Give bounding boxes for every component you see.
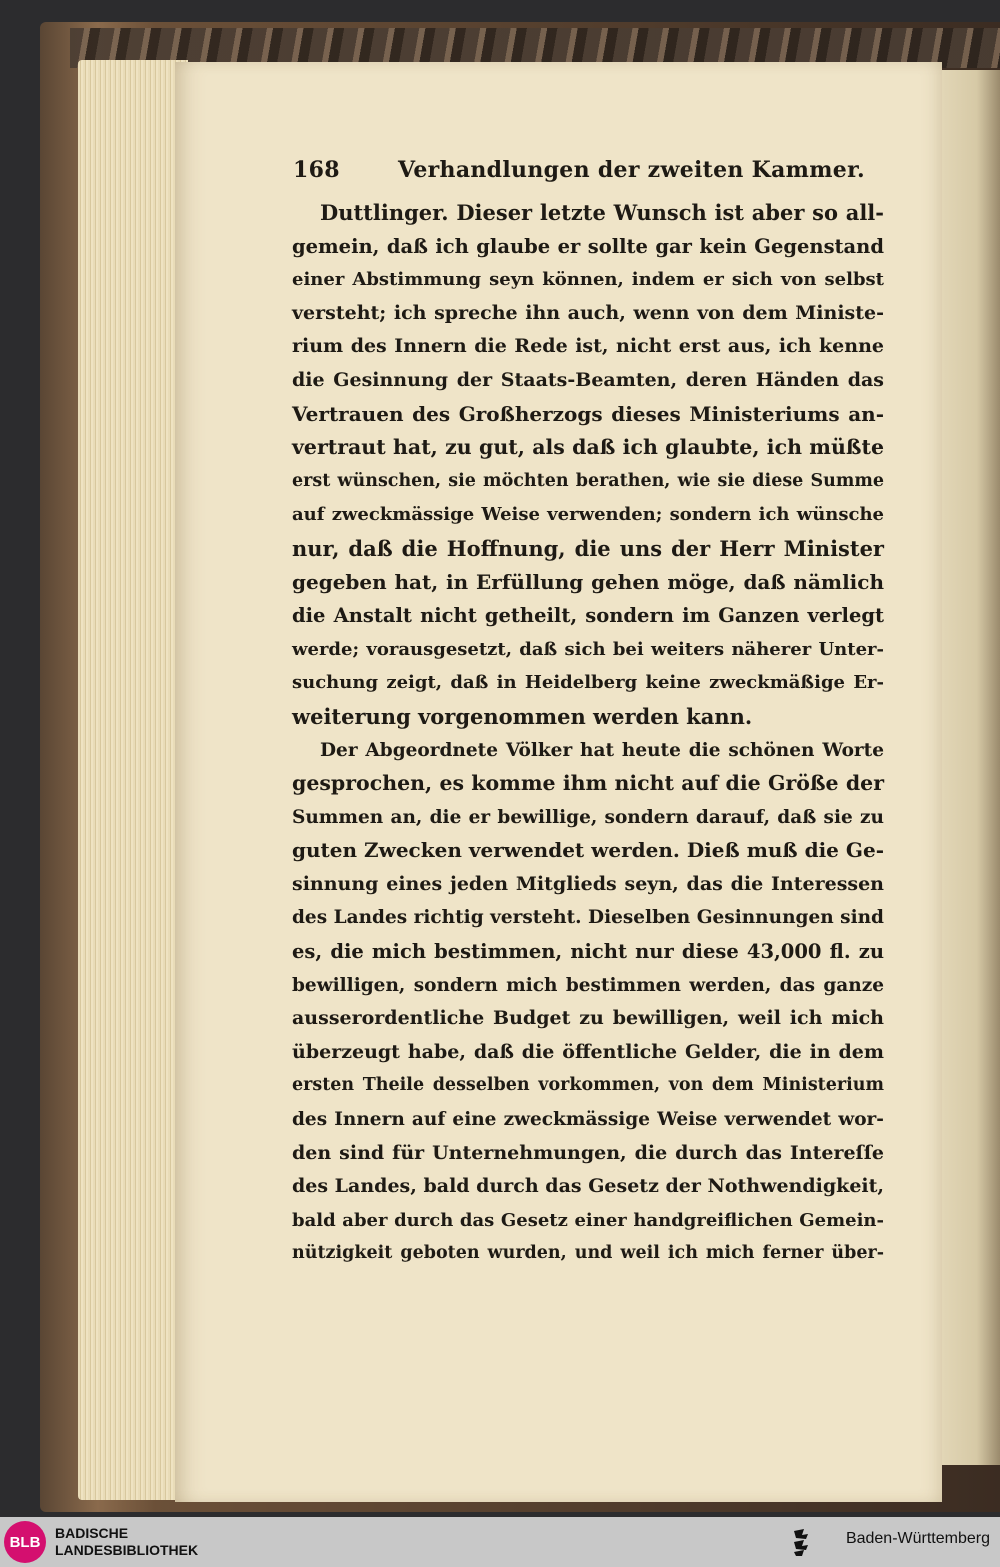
text-line: guten Zwecken verwendet werden. Dieß muß die Ge- — [292, 838, 884, 863]
page-text — [292, 196, 884, 1271]
text-line: Vertrauen des Großherzogs dieses Ministeriums an- — [292, 401, 884, 426]
text-line: ausserordentliche Budget zu bewilligen, weil ich mich — [292, 1007, 884, 1030]
running-head: Verhandlungen der zweiten Kammer. — [398, 157, 865, 183]
text-line: des Innern auf eine zweckmässige Weise verwendet wor- — [292, 1109, 884, 1131]
library-name-line2: LANDESBIBLIOTHEK — [55, 1542, 199, 1558]
text-line: weiterung vorgenommen werden kann. — [292, 703, 753, 729]
coat-of-arms-icon — [790, 1525, 824, 1559]
page-edges — [78, 60, 188, 1500]
page-header — [293, 157, 893, 193]
text-line: gemein, daß ich glaube er sollte gar kein Gegenstand — [292, 234, 884, 258]
text-line: des Landes richtig versteht. Dieselben Gesinnungen sind — [292, 907, 884, 929]
library-name — [55, 1525, 198, 1559]
library-name-line1: BADISCHE — [55, 1525, 129, 1541]
text-line: sinnung eines jeden Mitglieds seyn, das die Interessen — [292, 872, 884, 895]
text-line: auf zweckmässige Weise verwenden; sondern ich wünsche — [292, 504, 884, 526]
paragraph-2 — [292, 734, 884, 1272]
text-line: überzeugt habe, daß die öffentliche Gelder, die in dem — [292, 1040, 884, 1063]
state-name[interactable]: Baden-Württemberg — [845, 1530, 990, 1547]
text-line: erst wünschen, sie möchten berathen, wie sie diese Summe — [292, 470, 884, 491]
blb-logo[interactable]: BLB — [4, 1521, 46, 1563]
text-line: die Anstalt nicht getheilt, sondern im Ganzen verlegt — [292, 604, 884, 628]
paragraph-1 — [292, 196, 884, 734]
text-line: Der Abgeordnete Völker hat heute die schönen Worte — [320, 739, 884, 761]
text-line: nur, daß die Hoffnung, die uns der Herr Minister — [292, 535, 884, 561]
page-number: 168 — [293, 157, 340, 183]
text-line: suchung zeigt, daß in Heidelberg keine zweckmäßige Er- — [292, 672, 884, 694]
text-line: vertraut hat, zu gut, als daß ich glaubte, ich müßte — [292, 435, 884, 460]
footer-bar — [0, 1517, 1000, 1567]
text-line: versteht; ich spreche ihn auch, wenn von dem Ministe- — [292, 301, 884, 324]
text-line: gesprochen, es komme ihm nicht auf die Größe der — [292, 771, 884, 796]
text-line: gegeben hat, in Erfüllung gehen möge, daß nämlich — [292, 569, 884, 594]
text-line: einer Abstimmung seyn können, indem er sich von selbst — [292, 269, 884, 291]
text-line: die Gesinnung der Staats-Beamten, deren Händen das — [292, 368, 884, 391]
text-line: des Landes, bald durch das Gesetz der Nothwendigkeit, — [292, 1175, 885, 1198]
text-line: es, die mich bestimmen, nicht nur diese 43,000 fl. zu — [292, 940, 884, 964]
text-line: bewilligen, sondern mich bestimmen werden, das ganze — [292, 974, 884, 996]
text-line: Summen an, die er bewillige, sondern darauf, daß sie zu — [292, 806, 884, 828]
text-line: werde; vorausgesetzt, daß sich bei weiters näherer Unter- — [292, 638, 884, 660]
text-line: bald aber durch das Gesetz einer handgreiflichen Gemein- — [292, 1209, 884, 1231]
text-line: rium des Innern die Rede ist, nicht erst aus, ich kenne — [292, 335, 884, 358]
text-line: nützigkeit geboten wurden, und weil ich mich ferner über- — [292, 1243, 884, 1264]
text-line: Duttlinger. Dieser letzte Wunsch ist aber so all- — [320, 200, 884, 225]
next-page-edge — [942, 70, 1000, 1465]
text-line: den sind für Unternehmungen, die durch das Intereſſe — [292, 1141, 884, 1164]
text-line: ersten Theile desselben vorkommen, von dem Ministerium — [292, 1075, 884, 1096]
